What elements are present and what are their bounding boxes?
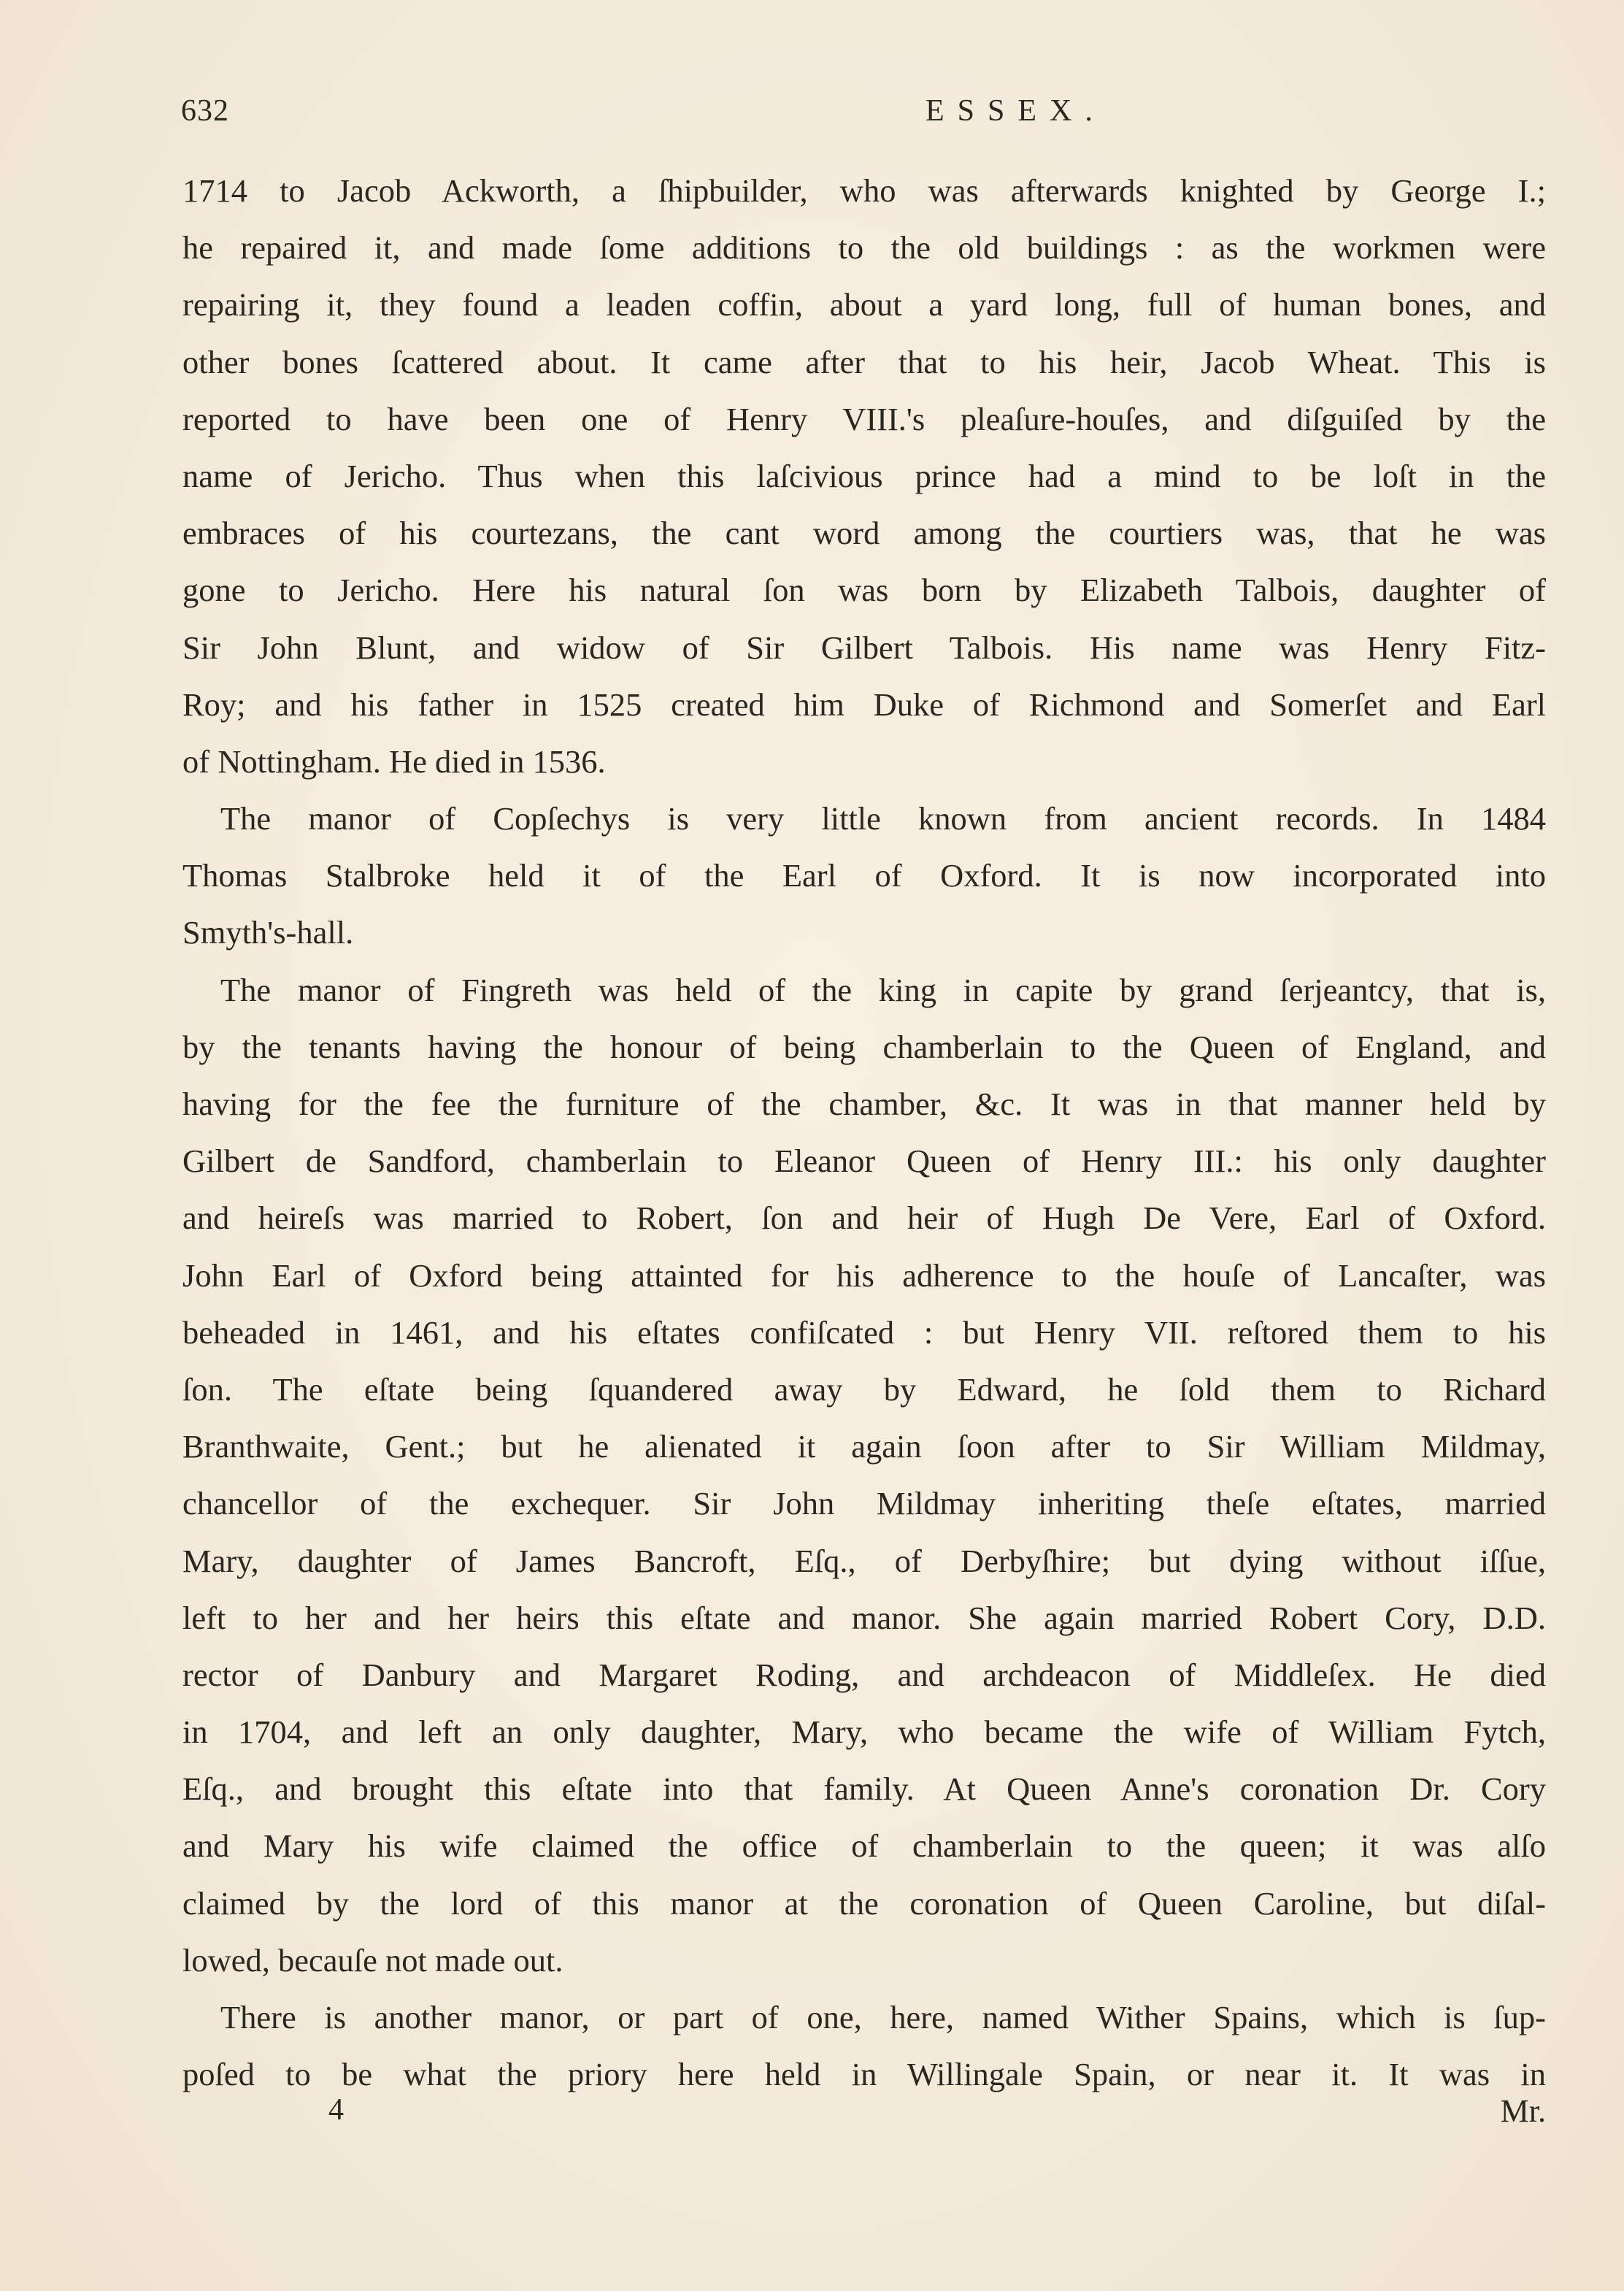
text-line: Roy; and his father in 1525 created him Duke of Richmond and Somerſet and Earl: [182, 686, 1546, 723]
catchword: Mr.: [1500, 2093, 1546, 2129]
text-line: There is another manor, or part of one, here, named Wither Spains, which is ſup-: [220, 1999, 1546, 2035]
body-text: [182, 162, 1546, 2103]
text-line: in 1704, and left an only daughter, Mary, who became the wife of William Fytch,: [182, 1714, 1546, 1751]
text-line: left to her and her heirs this eſtate and manor. She again married Robert Cory, D.D.: [182, 1599, 1546, 1636]
text-line: embraces of his courtezans, the cant word among the courtiers was, that he was: [182, 515, 1546, 552]
text-line: The manor of Copſechys is very little known from ancient records. In 1484: [220, 800, 1546, 837]
text-line: repairing it, they found a leaden coffin, about a yard long, full of human bones, and: [182, 286, 1546, 323]
text-line: having for the fee the furniture of the chamber, &c. It was in that manner held by: [182, 1086, 1546, 1122]
text-line: reported to have been one of Henry VIII.'s pleaſure-houſes, and diſguiſed by the: [182, 400, 1546, 437]
signature-mark: 4: [328, 2093, 344, 2127]
text-line: lowed, becauſe not made out.: [182, 1941, 563, 1979]
text-line: beheaded in 1461, and his eſtates confiſcated : but Henry VII. reſtored them to his: [182, 1313, 1546, 1351]
text-line: Branthwaite, Gent.; but he alienated it again ſoon after to Sir William Mildmay,: [182, 1428, 1546, 1465]
text-line: chancellor of the exchequer. Sir John Mildmay inheriting theſe eſtates, married: [182, 1485, 1546, 1522]
text-line: rector of Danbury and Margaret Roding, and archdeacon of Middleſex. He died: [182, 1656, 1546, 1693]
text-line: ſon. The eſtate being ſquandered away by Edward, he ſold them to Richard: [182, 1370, 1546, 1408]
text-line: Smyth's-hall.: [182, 914, 354, 951]
running-head: ESSEX.: [925, 94, 1106, 128]
text-line: Gilbert de Sandford, chamberlain to Eleanor Queen of Henry III.: his only daughter: [182, 1143, 1546, 1180]
text-line: other bones ſcattered about. It came after that to his heir, Jacob Wheat. This is: [182, 343, 1546, 380]
text-line: Mary, daughter of James Bancroft, Eſq., of Derbyſhire; but dying without iſſue,: [182, 1542, 1546, 1579]
text-line: he repaired it, and made ſome additions to the old buildings : as the workmen were: [182, 229, 1546, 266]
text-line: gone to Jericho. Here his natural ſon was born by Elizabeth Talbois, daughter of: [182, 572, 1546, 609]
page-footer: [182, 2092, 1546, 2144]
text-line: name of Jericho. Thus when this laſcivious prince had a mind to be loſt in the: [182, 457, 1546, 494]
text-line: Sir John Blunt, and widow of Sir Gilbert Talbois. His name was Henry Fitz-: [182, 629, 1546, 666]
text-line: poſed to be what the priory here held in Willingale Spain, or near it. It was in: [182, 2056, 1546, 2093]
page-header: [181, 93, 1546, 137]
text-line: 1714 to Jacob Ackworth, a ſhipbuilder, who was afterwards knighted by George I.;: [182, 172, 1546, 209]
text-line: and heireſs was married to Robert, ſon and heir of Hugh De Vere, Earl of Oxford.: [182, 1200, 1546, 1237]
text-line: John Earl of Oxford being attainted for his adherence to the houſe of Lancaſter, was: [182, 1256, 1546, 1294]
text-line: Thomas Stalbroke held it of the Earl of Oxford. It is now incorporated into: [182, 857, 1546, 894]
text-line: Eſq., and brought this eſtate into that family. At Queen Anne's coronation Dr. Cory: [182, 1770, 1546, 1808]
text-line: of Nottingham. He died in 1536.: [182, 742, 606, 780]
text-line: claimed by the lord of this manor at the coronation of Queen Caroline, but diſal-: [182, 1884, 1546, 1922]
text-line: and Mary his wife claimed the office of chamberlain to the queen; it was alſo: [182, 1827, 1546, 1865]
text-line: The manor of Fingreth was held of the king in capite by grand ſerjeantcy, that is,: [220, 971, 1546, 1008]
text-line: by the tenants having the honour of being chamberlain to the Queen of England, and: [182, 1028, 1546, 1065]
page-number: 632: [181, 94, 229, 128]
